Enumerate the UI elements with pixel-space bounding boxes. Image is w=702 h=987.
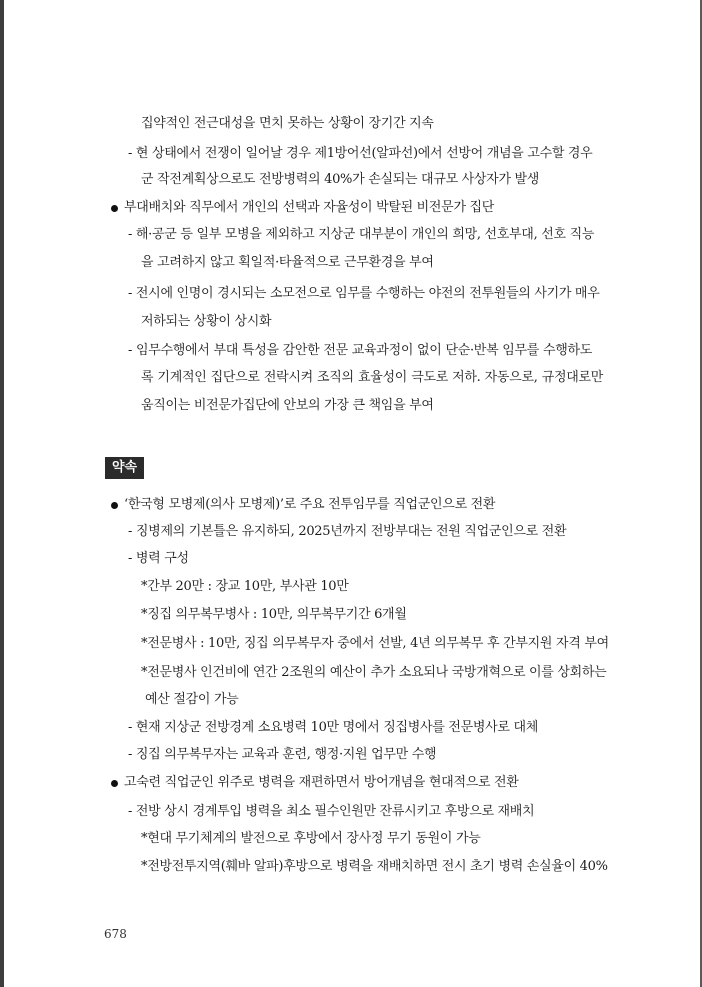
text-line: - 징집 의무복무자는 교육과 훈련, 행정·지원 업무만 수행 bbox=[128, 747, 437, 762]
text-line: *전문병사 인건비에 연간 2조원의 예산이 추가 소요되나 국방개혁으로 이를 상회하는 bbox=[141, 665, 607, 680]
page-left-edge bbox=[0, 0, 4, 987]
text-line: 부대배치와 직무에서 개인의 선택과 자율성이 박탈된 비전문가 집단 bbox=[124, 200, 495, 215]
text-line: *현대 무기체계의 발전으로 후방에서 장사정 무기 동원이 가능 bbox=[141, 831, 481, 846]
text-line: 예산 절감이 가능 bbox=[145, 692, 239, 707]
text-line: - 전방 상시 경계투입 병력을 최소 필수인원만 잔류시키고 후방으로 재배치 bbox=[128, 804, 535, 819]
text-line: - 현재 지상군 전방경계 소요병력 10만 명에서 징집병사를 전문병사로 대체 bbox=[128, 720, 539, 735]
text-line: - 전시에 인명이 경시되는 소모전으로 임무를 수행하는 야전의 전투원들의 사기가 매우 bbox=[128, 286, 600, 301]
text-line: 저하되는 상황이 상시화 bbox=[141, 314, 272, 329]
text-line: ‘한국형 모병제(의사 모병제)’로 주요 전투임무를 직업군인으로 전환 bbox=[124, 497, 496, 512]
text-line: - 현 상태에서 전쟁이 일어날 경우 제1방어선(알파선)에서 선방어 개념을 고수할 경우 bbox=[128, 146, 593, 161]
text-line: - 징병제의 기본틀은 유지하되, 2025년까지 전방부대는 전원 직업군인으로 전환 bbox=[128, 524, 567, 539]
text-line: - 병력 구성 bbox=[128, 551, 189, 566]
text-line: 을 고려하지 않고 획일적·타율적으로 근무환경을 부여 bbox=[141, 255, 434, 270]
text-line: 집약적인 전근대성을 면치 못하는 상황이 장기간 지속 bbox=[141, 116, 434, 131]
text-line: - 해·공군 등 일부 모병을 제외하고 지상군 대부분이 개인의 희망, 선호부대, 선호 직능 bbox=[128, 227, 595, 242]
bullet-icon bbox=[111, 780, 118, 787]
text-line: *징집 의무복무병사 : 10만, 의무복무기간 6개월 bbox=[141, 607, 407, 622]
bullet-icon bbox=[111, 502, 118, 509]
bullet-icon bbox=[111, 205, 118, 212]
text-line: - 임무수행에서 부대 특성을 감안한 전문 교육과정이 없이 단순·반복 임무를 수행하도 bbox=[128, 343, 592, 358]
text-line: 움직이는 비전문가집단에 안보의 가장 큰 책임을 부여 bbox=[141, 398, 434, 413]
text-line: 록 기계적인 집단으로 전락시켜 조직의 효율성이 극도로 저하. 자동으로, 규정대로만 bbox=[141, 370, 603, 385]
text-line: *전문병사 : 10만, 징집 의무복무자 중에서 선발, 4년 의무복무 후 간부지원 자격 부여 bbox=[141, 636, 609, 651]
text-line: *간부 20만 : 장교 10만, 부사관 10만 bbox=[141, 579, 349, 594]
text-line: 고숙련 직업군인 위주로 병력을 재편하면서 방어개념을 현대적으로 전환 bbox=[124, 775, 519, 790]
page-number: 678 bbox=[104, 927, 127, 941]
text-line: *전방전투지역(훼바 알파)후방으로 병력을 재배치하면 전시 초기 병력 손실율이 40% bbox=[141, 859, 608, 874]
section-tag: 약속 bbox=[105, 457, 144, 479]
text-line: 군 작전계획상으로도 전방병력의 40%가 손실되는 대규모 사상자가 발생 bbox=[141, 172, 540, 187]
